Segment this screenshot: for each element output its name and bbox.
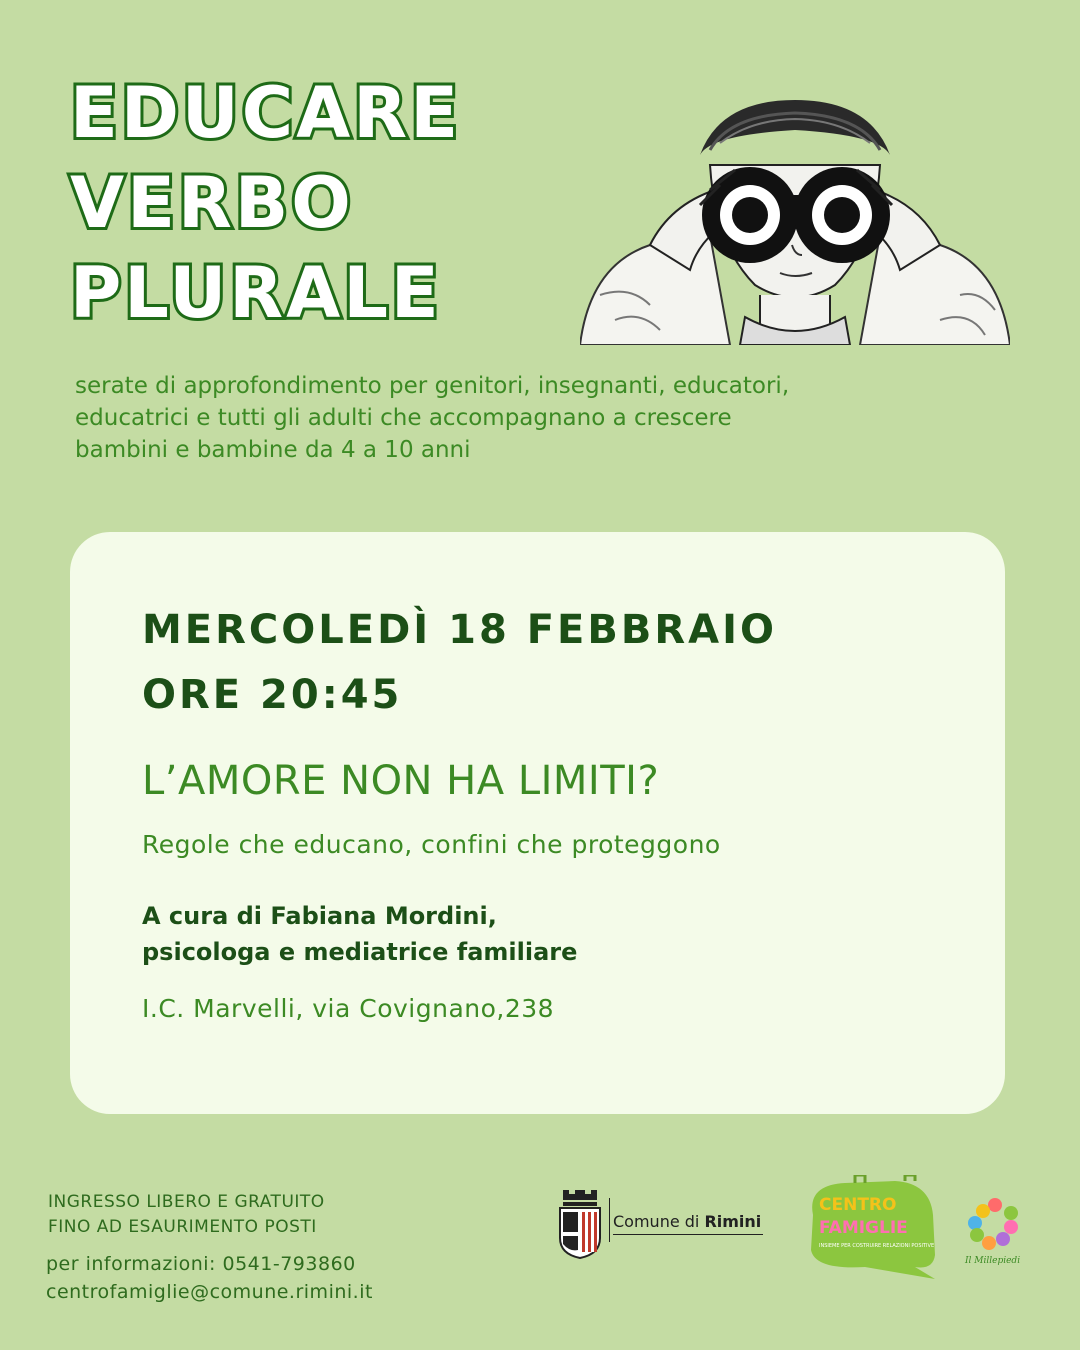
title-line-1: EDUCARE bbox=[70, 72, 462, 154]
event-speaker bbox=[142, 898, 577, 970]
contact-phone: per informazioni: 0541-793860 bbox=[46, 1253, 356, 1275]
event-date: MERCOLEDÌ 18 FEBBRAIO bbox=[142, 607, 777, 653]
centro-famiglie-logo bbox=[805, 1175, 940, 1280]
speaker-name: A cura di Fabiana Mordini, bbox=[142, 902, 497, 930]
binoculars-woman-illustration bbox=[580, 95, 1010, 345]
centro-tagline: INSIEME PER COSTRUIRE RELAZIONI POSITIVE bbox=[819, 1243, 935, 1249]
intro-line-2: educatrici e tutti gli adulti che accompagnano a crescere bbox=[75, 405, 732, 431]
contact-email[interactable]: centrofamiglie@comune.rimini.it bbox=[46, 1281, 373, 1303]
rimini-prefix: Comune di bbox=[613, 1212, 700, 1231]
intro-line-3: bambini e bambine da 4 a 10 anni bbox=[75, 437, 471, 463]
rimini-name: Rimini bbox=[704, 1212, 762, 1231]
event-time: ORE 20:45 bbox=[142, 672, 403, 718]
event-location: I.C. Marvelli, via Covignano,238 bbox=[142, 994, 555, 1023]
event-card bbox=[70, 532, 1005, 1114]
rimini-logo-text bbox=[613, 1212, 761, 1231]
intro-line-1: serate di approfondimento per genitori, insegnanti, educatori, bbox=[75, 373, 790, 399]
centro-line1: CENTRO bbox=[819, 1195, 897, 1215]
free-entry-line-2: FINO AD ESAURIMENTO POSTI bbox=[48, 1217, 317, 1237]
free-entry-line-1: INGRESSO LIBERO E GRATUITO bbox=[48, 1192, 325, 1212]
event-subtitle: Regole che educano, confini che proteggono bbox=[142, 830, 721, 859]
millepiedi-label: Il Millepiedi bbox=[965, 1256, 1021, 1266]
event-title: L’AMORE NON HA LIMITI? bbox=[142, 758, 660, 804]
title-line-3: PLURALE bbox=[70, 252, 442, 334]
millepiedi-logo bbox=[955, 1195, 1035, 1270]
contact-info bbox=[46, 1250, 373, 1306]
speaker-role: psicologa e mediatrice familiare bbox=[142, 938, 578, 966]
rimini-coat-of-arms-icon bbox=[555, 1188, 605, 1260]
comune-rimini-logo bbox=[555, 1188, 770, 1260]
centro-line2: FAMIGLIE bbox=[819, 1218, 908, 1238]
intro-text bbox=[75, 370, 915, 466]
free-entry-notice bbox=[48, 1190, 325, 1240]
title-line-2: VERBO bbox=[70, 162, 354, 244]
